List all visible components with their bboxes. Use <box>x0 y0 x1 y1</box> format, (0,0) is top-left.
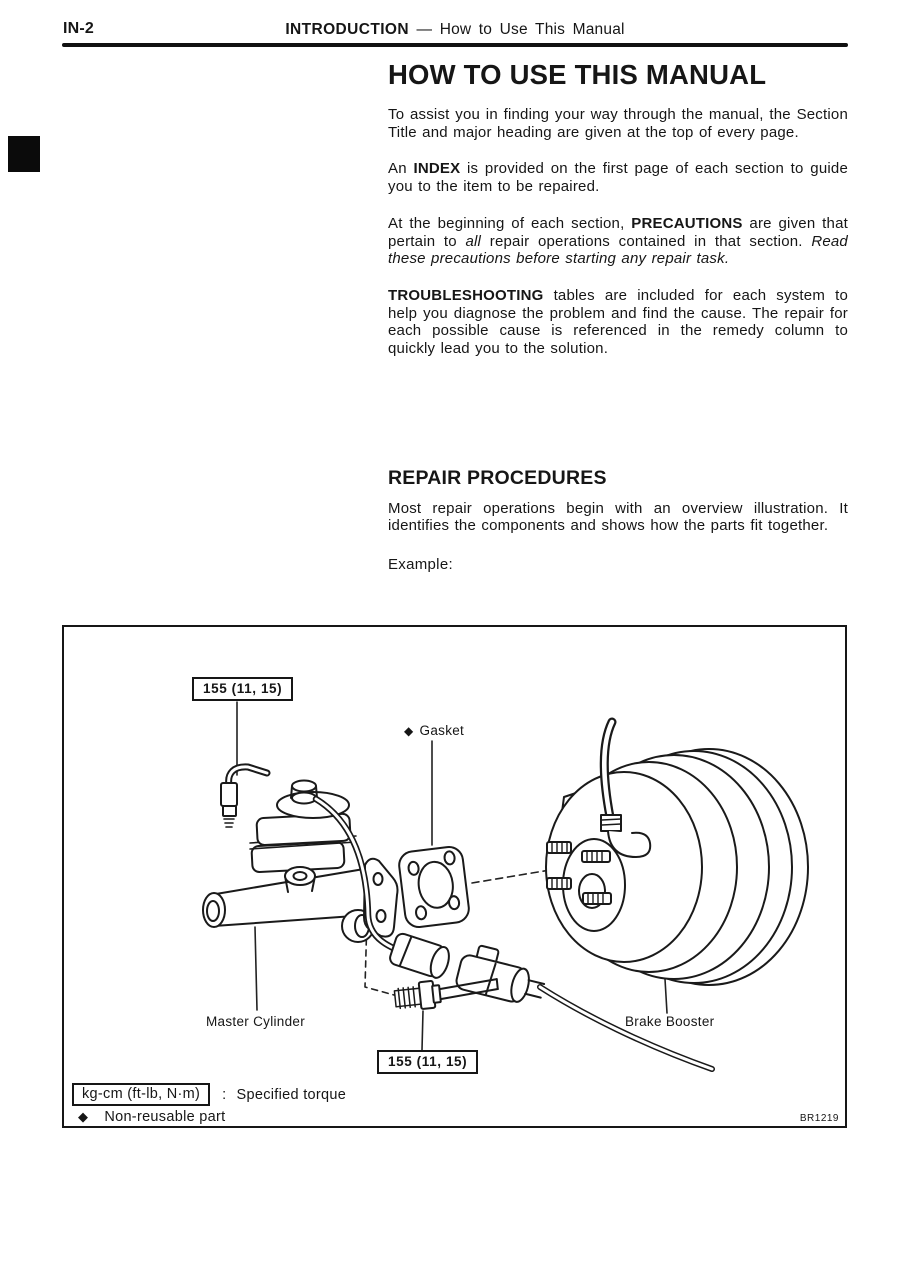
legend-nonreusable <box>76 1109 225 1125</box>
master-cylinder-label: Master Cylinder <box>206 1014 306 1029</box>
page-number: IN-2 <box>63 20 95 37</box>
body-paragraph: TROUBLESHOOTING tables are included for each system to help you diagnose the problem and find the cause. The repair for each possible cause is referenced in the remedy column to quickly lead you to the solution. <box>388 286 848 358</box>
body-copy <box>388 106 848 358</box>
torque-spec-box-bottom: 155 (11, 15) <box>377 1050 478 1074</box>
master-cylinder-drawing <box>203 767 408 954</box>
brake-booster-label: Brake Booster <box>625 1014 715 1029</box>
gasket-drawing <box>398 845 471 928</box>
non-reusable-diamond-icon: ◆ <box>78 1109 89 1124</box>
repair-paragraph: Most repair operations begin with an overview illustration. It identifies the components and shows how the parts fit together. <box>388 499 848 535</box>
section-thumb-tab <box>8 136 40 172</box>
figure-code: BR1219 <box>799 1113 839 1124</box>
torque-unit-box: kg-cm (ft-lb, N·m) <box>72 1083 210 1106</box>
legend-torque-text: Specified torque <box>236 1086 347 1103</box>
example-label: Example: <box>388 556 453 574</box>
body-paragraph: To assist you in finding your way through the manual, the Section Title and major heading are given at the top of every page. <box>388 106 848 141</box>
repair-procedures-title: REPAIR PROCEDURES <box>388 466 607 489</box>
connector-a-drawing <box>388 932 452 980</box>
header-section-title: INTRODUCTION <box>285 21 409 38</box>
non-reusable-diamond-icon: ◆ <box>404 724 414 738</box>
main-content <box>388 60 848 573</box>
legend-colon: : <box>222 1086 227 1103</box>
header-rule <box>62 43 848 47</box>
header-subtitle: — How to Use This Manual <box>416 21 625 38</box>
page-header <box>0 21 910 39</box>
body-paragraph: At the beginning of each section, PRECAUTIONS are given that pertain to all repair operations contained in that section. Read these precautions before starting any repair task. <box>388 214 848 268</box>
brake-booster-drawing <box>546 722 808 985</box>
torque-spec-box-top: 155 (11, 15) <box>192 677 293 701</box>
page-title: HOW TO USE THIS MANUAL <box>388 59 767 90</box>
legend-nonreusable-text: Non-reusable part <box>104 1109 226 1125</box>
legend-torque <box>72 1083 346 1106</box>
example-figure <box>62 625 847 1128</box>
body-paragraph: An INDEX is provided on the first page of each section to guide you to the item to be repaired. <box>388 160 848 196</box>
gasket-label: ◆ Gasket <box>404 723 465 738</box>
